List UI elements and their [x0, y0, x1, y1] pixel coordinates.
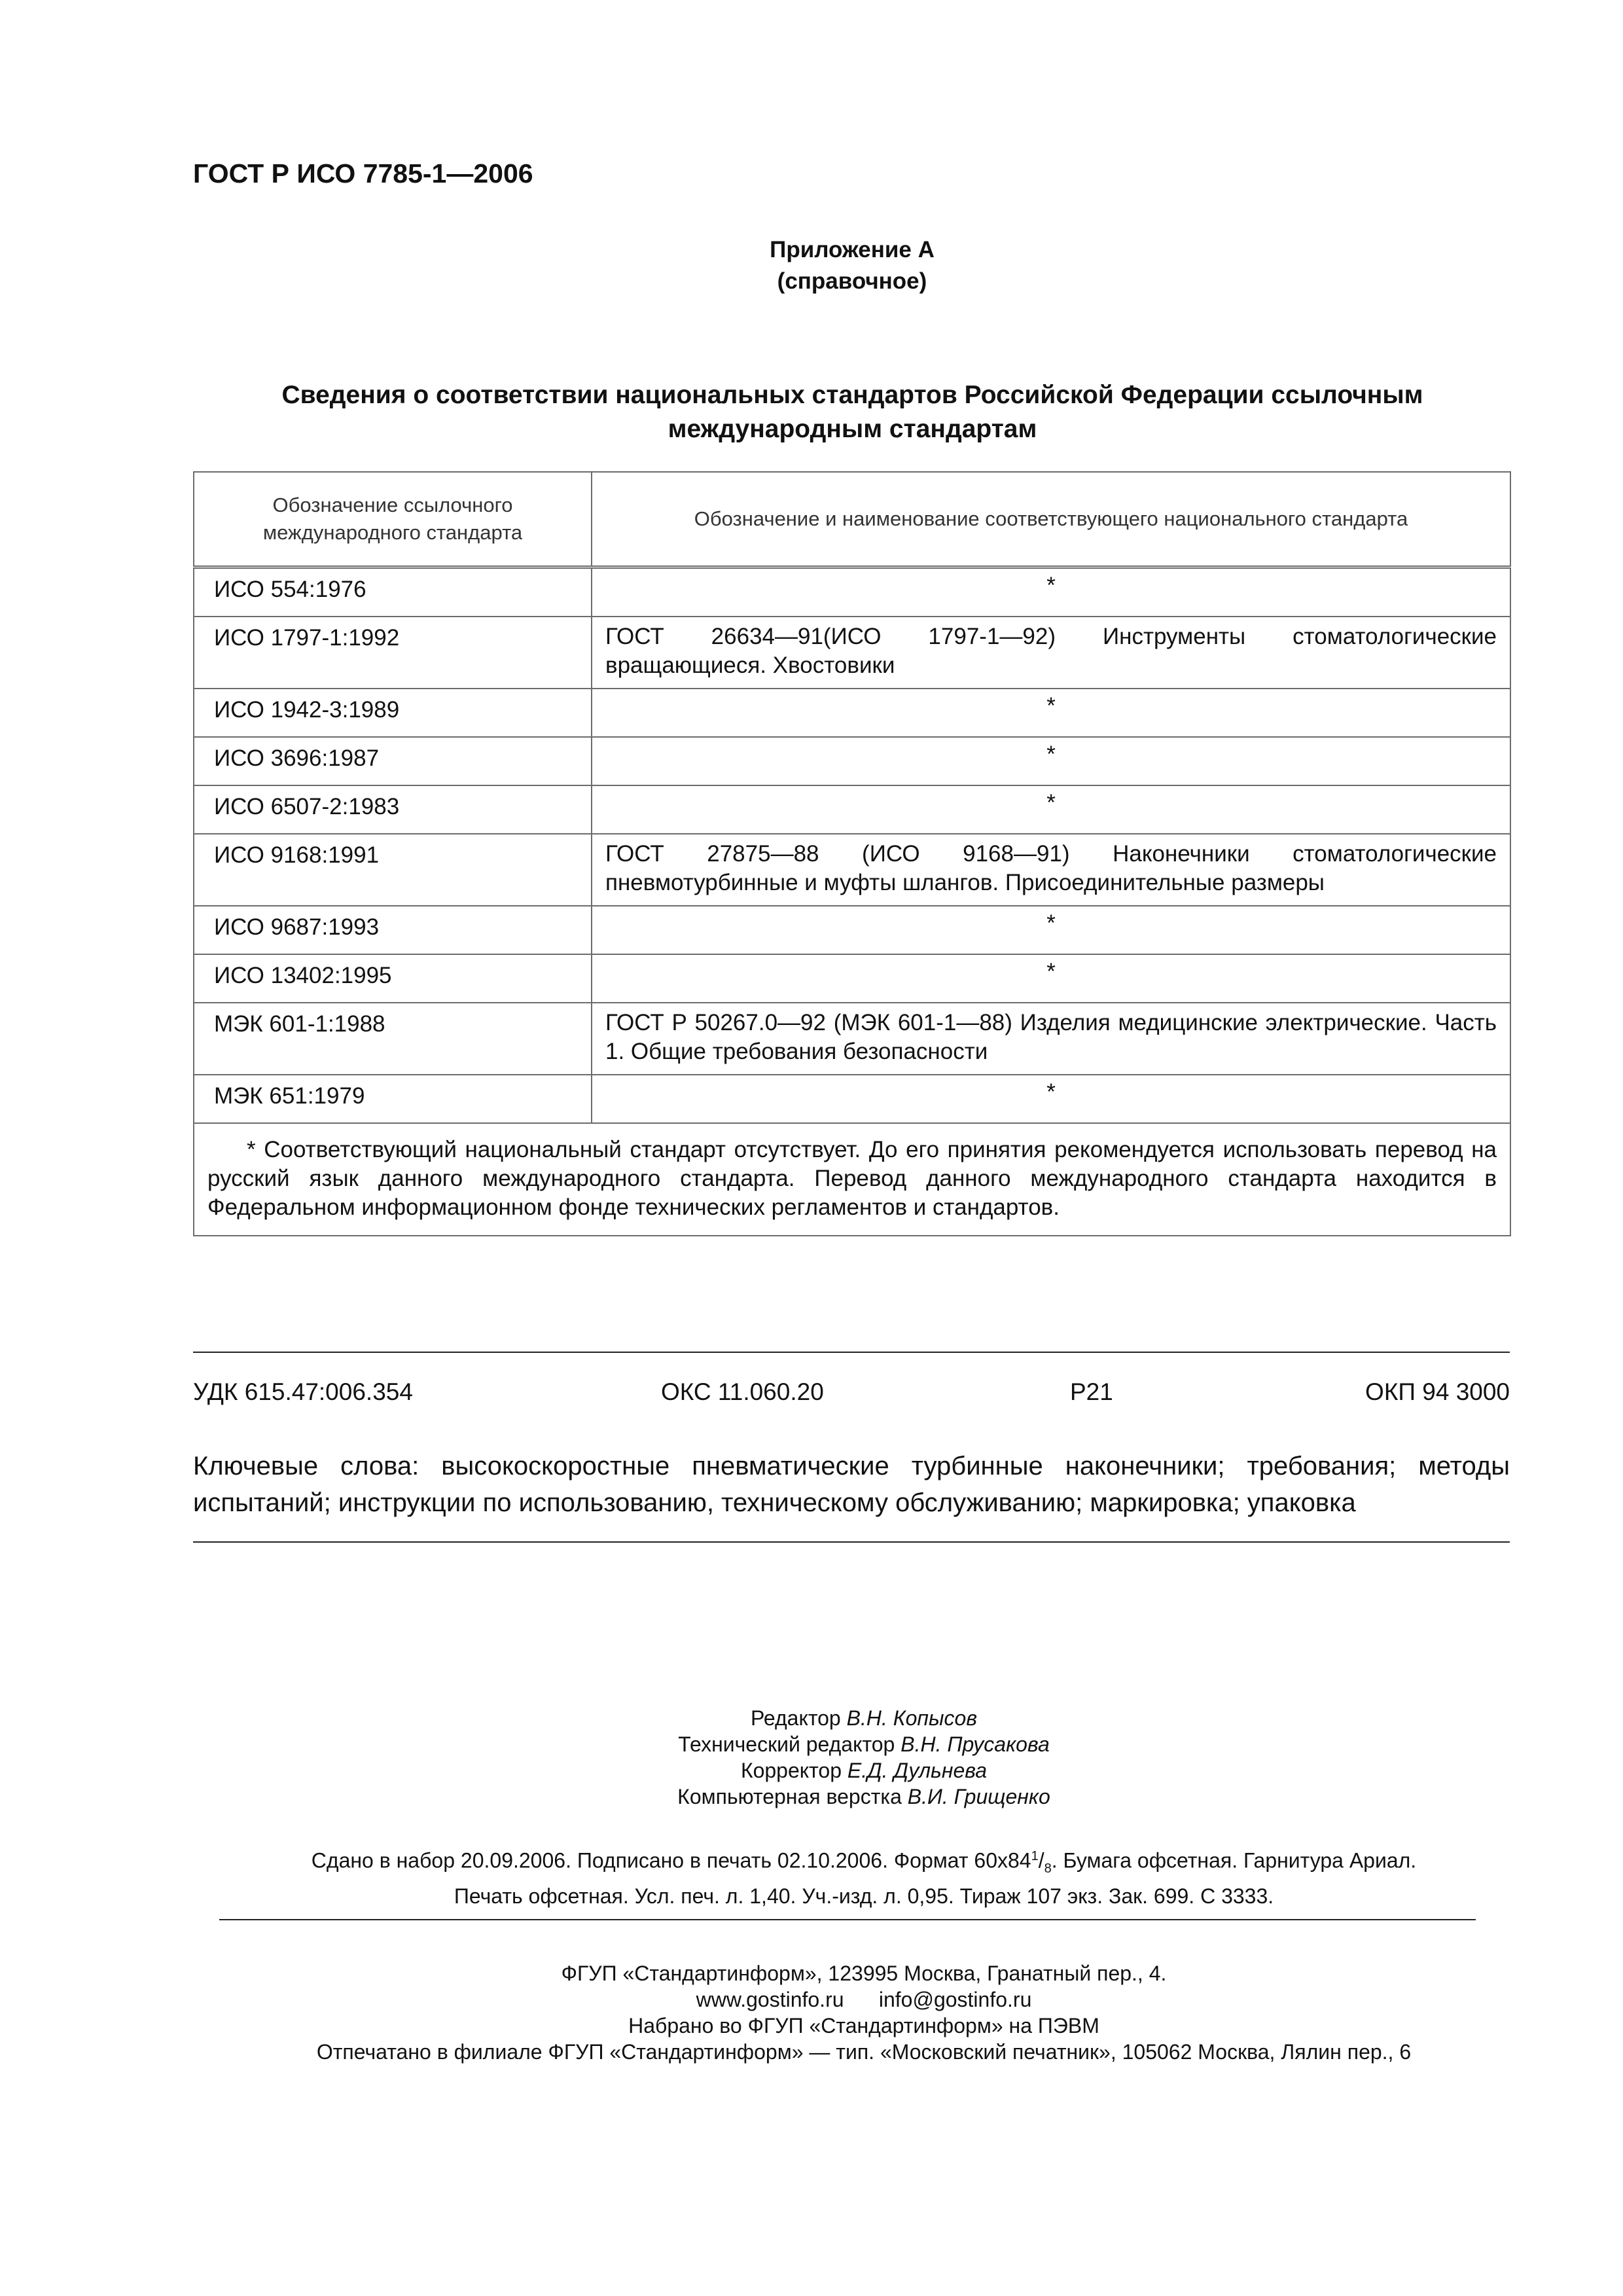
national-standard-cell: ГОСТ Р 50267.0—92 (МЭК 601-1—88) Изделия медицинские электрические. Часть 1. Общие требования безопасности	[592, 1003, 1510, 1075]
keywords: Ключевые слова: высокоскоростные пневматические турбинные наконечники; требования; методы испытаний; инструкции по использованию, техническому обслуживанию; маркировка; упаковка	[193, 1452, 1510, 1517]
national-standard-cell: *	[592, 785, 1510, 834]
divider-keywords	[193, 1541, 1510, 1543]
section-title: Сведения о соответствии национальных стандартов Российской Федерации ссылочным международным стандартам	[281, 381, 1423, 443]
group-code: Р21	[1070, 1378, 1113, 1405]
table-row	[194, 834, 1510, 906]
ref-standard-cell: ИСО 9687:1993	[194, 906, 592, 954]
national-standard-cell: *	[592, 689, 1510, 737]
divider-top	[193, 1352, 1510, 1353]
table-row	[194, 785, 1510, 834]
credits-block	[641, 1705, 1086, 1810]
publisher-contacts	[196, 1986, 1531, 2013]
table-note-row	[194, 1123, 1510, 1236]
national-standard-cell: *	[592, 954, 1510, 1003]
national-standard-cell: *	[592, 906, 1510, 954]
ref-standard-cell: ИСО 554:1976	[194, 567, 592, 617]
oks-code: ОКС 11.060.20	[661, 1378, 824, 1405]
ref-standard-cell: ИСО 13402:1995	[194, 954, 592, 1003]
publisher-block	[196, 1960, 1531, 2065]
appendix-heading	[0, 234, 1623, 297]
publisher-email: info@gostinfo.ru	[878, 1988, 1032, 2011]
ref-standard-cell: ИСО 9168:1991	[194, 834, 592, 906]
credit-tech-editor: Технический редактор В.Н. Прусакова	[678, 1732, 1050, 1756]
table-row	[194, 1075, 1510, 1123]
table-row	[194, 906, 1510, 954]
national-standard-cell: *	[592, 1075, 1510, 1123]
ref-standard-cell: МЭК 651:1979	[194, 1075, 592, 1123]
publisher-address: ФГУП «Стандартинформ», 123995 Москва, Гранатный пер., 4.	[561, 1962, 1167, 1985]
table-row	[194, 567, 1510, 617]
credit-proofreader: Корректор Е.Д. Дульнева	[740, 1759, 988, 1782]
table-row	[194, 954, 1510, 1003]
national-standard-cell: ГОСТ 26634—91(ИСО 1797-1—92) Инструменты стоматологические вращающиеся. Хвостовики	[592, 617, 1510, 689]
national-standard-cell: ГОСТ 27875—88 (ИСО 9168—91) Наконечники стоматологические пневмотурбинные и муфты шлангов. Присоединительные размеры	[592, 834, 1510, 906]
table-footnote: * Соответствующий национальный стандарт отсутствует. До его принятия рекомендуется использовать перевод на русский язык данного международного стандарта. Перевод данного международного стандарта находится в Федеральном информационном фонде технических регламентов и стандартов.	[194, 1123, 1510, 1236]
okp-code: ОКП 94 3000	[1365, 1378, 1510, 1405]
typeset-info: Набрано во ФГУП «Стандартинформ» на ПЭВМ	[628, 2014, 1099, 2037]
table-row	[194, 689, 1510, 737]
print-info-line-1: Сдано в набор 20.09.2006. Подписано в печать 02.10.2006. Формат $60х84^1/_8$. Бумага офсетная. Гарнитура Ариал.	[311, 1848, 1417, 1876]
ref-standard-cell: ИСО 1942-3:1989	[194, 689, 592, 737]
standards-correspondence-table	[193, 471, 1511, 1236]
udk-code: УДК 615.47:006.354	[193, 1378, 413, 1405]
national-standard-cell: *	[592, 737, 1510, 785]
document-number: ГОСТ Р ИСО 7785-1—2006	[193, 158, 533, 188]
ref-standard-cell: ИСО 6507-2:1983	[194, 785, 592, 834]
printed-info: Отпечатано в филиале ФГУП «Стандартинформ» — тип. «Московский печатник», 105062 Москва, Лялин пер., 6	[316, 2040, 1412, 2064]
ref-standard-cell: МЭК 601-1:1988	[194, 1003, 592, 1075]
publisher-website: www.gostinfo.ru	[696, 1988, 844, 2011]
table-row	[194, 737, 1510, 785]
ref-standard-cell: ИСО 3696:1987	[194, 737, 592, 785]
appendix-type: (справочное)	[777, 268, 927, 294]
print-info	[196, 1842, 1531, 1910]
column-header-national: Обозначение и наименование соответствующего национального стандарта	[592, 472, 1510, 567]
ref-standard-cell: ИСО 1797-1:1992	[194, 617, 592, 689]
column-header-ref: Обозначение ссылочного международного стандарта	[194, 472, 592, 567]
appendix-title: Приложение А	[770, 237, 935, 262]
table-row	[194, 1003, 1510, 1075]
divider-bottom	[219, 1919, 1476, 1920]
credit-layout: Компьютерная верстка В.И. Грищенко	[677, 1785, 1050, 1808]
national-standard-cell: *	[592, 567, 1510, 617]
print-info-line-2: Печать офсетная. Усл. печ. л. 1,40. Уч.-изд. л. 0,95. Тираж 107 экз. Зак. 699. С 3333.	[454, 1884, 1274, 1909]
table-row	[194, 617, 1510, 689]
credit-editor: Редактор В.Н. Копысов	[750, 1706, 978, 1730]
table-header-row	[194, 472, 1510, 567]
